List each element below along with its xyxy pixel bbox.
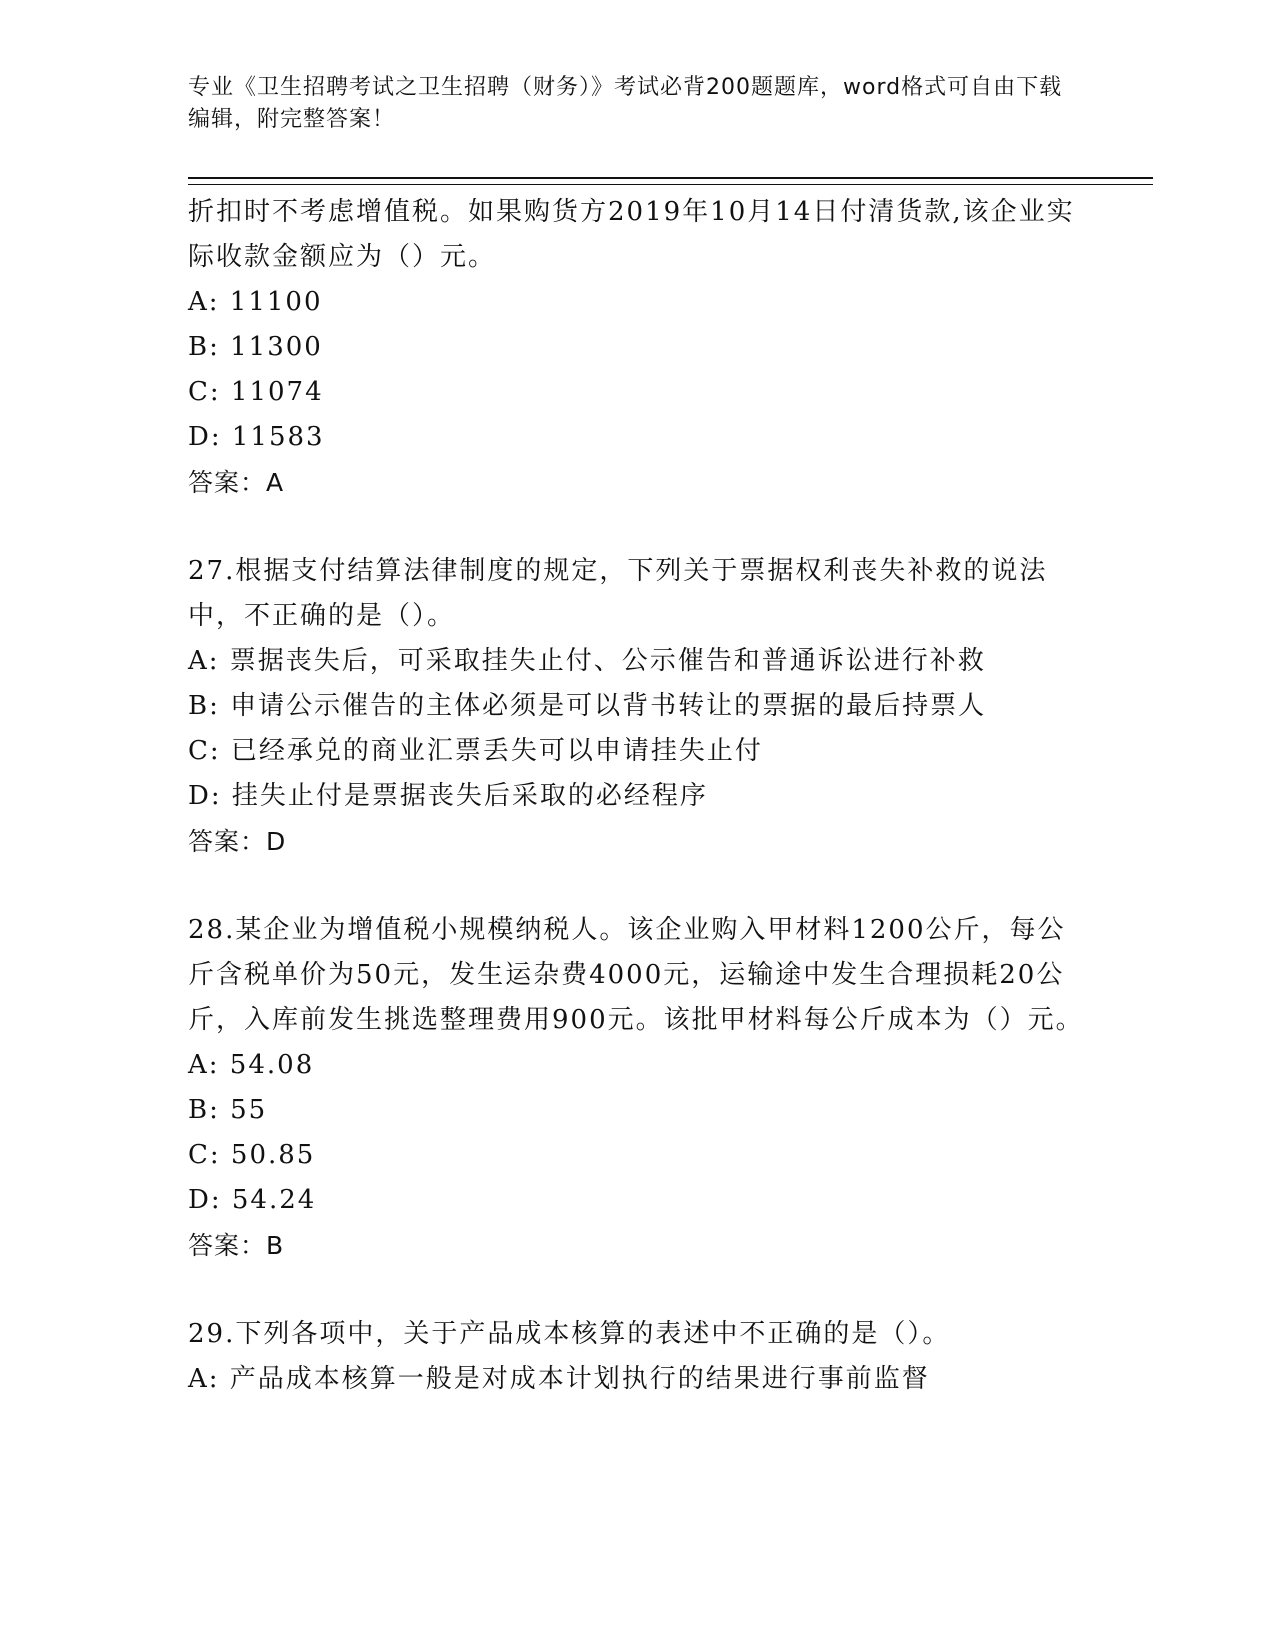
question-stem: 折扣时不考虑增值税。如果购货方2019年10月14日付清货款,该企业实际收款金额应为（）元。 — [188, 197, 1075, 272]
question-block — [188, 549, 1088, 864]
question-block — [188, 908, 1088, 1268]
question-stem: 28.某企业为增值税小规模纳税人。该企业购入甲材料1200公斤，每公斤含税单价为50元，发生运杂费4000元，运输途中发生合理损耗20公斤，入库前发生挑选整理费用900元。该批甲材料每公斤成本为（）元。 — [188, 915, 1084, 1035]
question-list — [188, 190, 1088, 1402]
question-stem: 27.根据支付结算法律制度的规定，下列关于票据权利丧失补救的说法中，不正确的是（）。 — [188, 556, 1048, 631]
header-divider-thin — [188, 184, 1153, 185]
question-block — [188, 190, 1088, 505]
option-b: B: 11300 — [188, 332, 323, 362]
option-a: A: 11100 — [188, 287, 323, 317]
option-a: A: 产品成本核算一般是对成本计划执行的结果进行事前监督 — [188, 1364, 930, 1394]
option-b: B: 55 — [188, 1095, 268, 1125]
answer-line: 答案：A — [188, 468, 285, 497]
option-a: A: 票据丧失后，可采取挂失止付、公示催告和普通诉讼进行补救 — [188, 646, 986, 676]
option-d: D: 11583 — [188, 422, 325, 452]
option-c: C: 50.85 — [188, 1140, 316, 1170]
option-d: D: 挂失止付是票据丧失后采取的必经程序 — [188, 781, 708, 811]
answer-line: 答案：D — [188, 827, 287, 856]
option-c: C: 11074 — [188, 377, 324, 407]
option-b: B: 申请公示催告的主体必须是可以背书转让的票据的最后持票人 — [188, 691, 987, 721]
option-d: D: 54.24 — [188, 1185, 317, 1215]
header-divider-thick — [188, 177, 1153, 179]
question-block — [188, 1312, 1088, 1402]
question-stem: 29.下列各项中，关于产品成本核算的表述中不正确的是（）。 — [188, 1319, 951, 1349]
option-a: A: 54.08 — [188, 1050, 315, 1080]
document-header: 专业《卫生招聘考试之卫生招聘（财务）》考试必背200题题库，word格式可自由下载编辑，附完整答案！ — [188, 75, 1063, 132]
answer-line: 答案：B — [188, 1231, 285, 1260]
option-c: C: 已经承兑的商业汇票丢失可以申请挂失止付 — [188, 736, 763, 766]
